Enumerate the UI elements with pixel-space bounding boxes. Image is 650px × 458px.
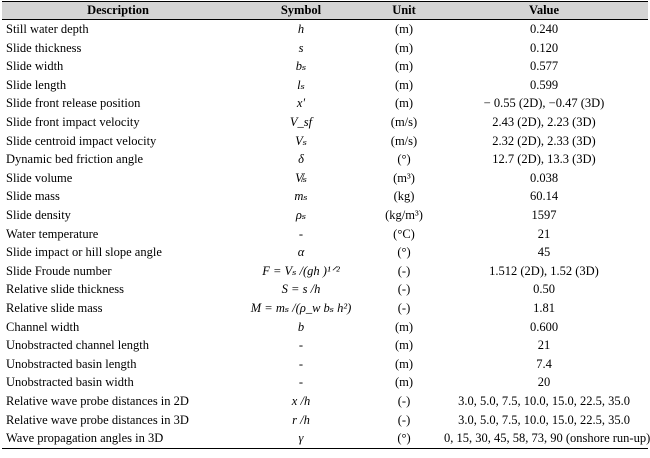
- row-value: 21: [537, 226, 551, 241]
- row-description: Relative slide mass: [6, 300, 103, 315]
- row-symbol: Vₛ: [295, 133, 307, 148]
- row-symbol: S = s /h: [281, 282, 321, 297]
- row-unit: (m): [394, 77, 414, 92]
- row-symbol: bₛ: [295, 59, 307, 74]
- row-description: Unobstracted channel length: [6, 338, 150, 353]
- table-row: [2, 410, 648, 429]
- row-description: Unobstracted basin width: [6, 375, 134, 390]
- row-unit: (m): [394, 40, 414, 55]
- table-row: [2, 429, 648, 448]
- row-description: Slide front release position: [6, 96, 141, 111]
- parameters-table: [2, 1, 648, 449]
- row-unit: (°): [368, 429, 440, 448]
- row-description: Slide length: [6, 77, 67, 92]
- row-symbol: s: [298, 40, 304, 55]
- row-unit: (m): [394, 356, 414, 371]
- row-symbol: V̸ₛ: [295, 170, 307, 185]
- header-value: Value: [440, 2, 648, 20]
- row-value: 1.512 (2D), 1.52 (3D): [489, 263, 599, 278]
- table-header-row: [2, 2, 648, 20]
- row-symbol: h: [297, 22, 305, 37]
- table-row: [2, 76, 648, 95]
- row-value: 20: [537, 375, 551, 390]
- table-row: [2, 318, 648, 337]
- row-symbol: γ: [234, 429, 368, 448]
- table-row: [2, 262, 648, 281]
- table-row: [2, 206, 648, 225]
- row-unit: (m): [394, 338, 414, 353]
- row-unit: (m): [394, 96, 414, 111]
- row-value: 0, 15, 30, 45, 58, 73, 90 (onshore run-up): [440, 429, 648, 448]
- table-row: [2, 373, 648, 392]
- table-row: [2, 280, 648, 299]
- row-unit: (m): [394, 59, 414, 74]
- header-description: Description: [2, 2, 234, 20]
- row-description: Slide width: [6, 59, 64, 74]
- row-value: 0.599: [529, 77, 559, 92]
- row-unit: (°C): [393, 226, 415, 241]
- row-symbol: b: [297, 319, 305, 334]
- row-symbol: -: [298, 356, 304, 371]
- row-description: Slide thickness: [6, 40, 82, 55]
- row-value: 0.577: [529, 59, 559, 74]
- row-description: Slide volume: [6, 170, 73, 185]
- row-description: Water temperature: [6, 226, 99, 241]
- row-unit: (-): [397, 412, 411, 427]
- row-unit: (-): [397, 282, 411, 297]
- table-row: [2, 150, 648, 169]
- row-unit: (m): [394, 319, 414, 334]
- row-unit: (kg): [393, 189, 415, 204]
- row-description: Relative slide thickness: [6, 282, 125, 297]
- row-value: 0.50: [533, 282, 555, 297]
- row-description: Dynamic bed friction angle: [6, 152, 144, 167]
- row-unit: (m/s): [390, 133, 418, 148]
- row-unit: (-): [397, 263, 411, 278]
- table-row: [2, 94, 648, 113]
- row-value: 1.81: [533, 300, 555, 315]
- table-row: [2, 243, 648, 262]
- row-unit: (m): [394, 22, 414, 37]
- row-unit: (°): [397, 245, 411, 260]
- row-value: 3.0, 5.0, 7.5, 10.0, 15.0, 22.5, 35.0: [458, 412, 630, 427]
- header-unit: Unit: [368, 2, 440, 20]
- table-row: [2, 355, 648, 374]
- row-description: Slide density: [6, 207, 71, 222]
- row-unit: (-): [397, 393, 411, 408]
- row-unit: (°): [397, 152, 411, 167]
- row-description: Still water depth: [6, 22, 89, 37]
- row-value: 2.32 (2D), 2.33 (3D): [492, 133, 596, 148]
- row-symbol: lₛ: [297, 77, 305, 92]
- row-symbol: F = Vₛ /(gh )¹ᐟ²: [262, 263, 340, 278]
- row-description: Slide Froude number: [6, 263, 112, 278]
- row-value: 0.120: [529, 40, 559, 55]
- table-row: [2, 57, 648, 76]
- table-row: [2, 336, 648, 355]
- row-value: 12.7 (2D), 13.3 (3D): [492, 152, 596, 167]
- row-description: Unobstracted basin length: [6, 356, 137, 371]
- row-symbol: -: [298, 338, 304, 353]
- row-symbol: x /h: [291, 393, 311, 408]
- row-value: 1597: [531, 207, 557, 222]
- header-symbol: Symbol: [234, 2, 368, 20]
- table-row: [2, 225, 648, 244]
- row-unit: (-): [397, 300, 411, 315]
- row-description: Wave propagation angles in 3D: [2, 429, 234, 448]
- row-value: 60.14: [529, 189, 559, 204]
- row-value: 0.600: [529, 319, 559, 334]
- row-description: Slide mass: [6, 189, 60, 204]
- table-row: [2, 187, 648, 206]
- row-value: − 0.55 (2D), −0.47 (3D): [483, 96, 605, 111]
- row-symbol: δ: [298, 152, 304, 167]
- row-description: Slide centroid impact velocity: [6, 133, 157, 148]
- table-row: [2, 392, 648, 411]
- row-value: 0.240: [529, 22, 559, 37]
- row-unit: (kg/m³): [385, 207, 423, 222]
- row-symbol: V_sf: [289, 115, 313, 130]
- table-row: [2, 113, 648, 132]
- row-value: 7.4: [536, 356, 552, 371]
- row-value: 3.0, 5.0, 7.5, 10.0, 15.0, 22.5, 35.0: [458, 393, 630, 408]
- row-symbol: r /h: [292, 412, 310, 427]
- row-value: 45: [537, 245, 551, 260]
- table-row: [2, 299, 648, 318]
- row-description: Relative wave probe distances in 2D: [6, 393, 189, 408]
- row-unit: (m/s): [390, 115, 418, 130]
- table-row: [2, 169, 648, 188]
- row-symbol: α: [297, 245, 305, 260]
- row-value: 0.038: [529, 170, 559, 185]
- row-symbol: x': [296, 96, 306, 111]
- row-symbol: M = mₛ /(ρ_w bₛ h²): [250, 300, 352, 315]
- table-row: [2, 132, 648, 151]
- row-unit: (m³): [393, 170, 415, 185]
- table-row: [2, 20, 648, 39]
- row-symbol: -: [298, 226, 304, 241]
- row-symbol: -: [298, 375, 304, 390]
- row-value: 21: [537, 338, 551, 353]
- row-symbol: ρₛ: [295, 207, 307, 222]
- row-description: Channel width: [6, 319, 80, 334]
- row-description: Slide front impact velocity: [6, 115, 140, 130]
- row-description: Slide impact or hill slope angle: [6, 245, 162, 260]
- row-value: 2.43 (2D), 2.23 (3D): [492, 115, 596, 130]
- row-description: Relative wave probe distances in 3D: [6, 412, 189, 427]
- table-row: [2, 39, 648, 58]
- row-unit: (m): [394, 375, 414, 390]
- row-symbol: mₛ: [294, 189, 308, 204]
